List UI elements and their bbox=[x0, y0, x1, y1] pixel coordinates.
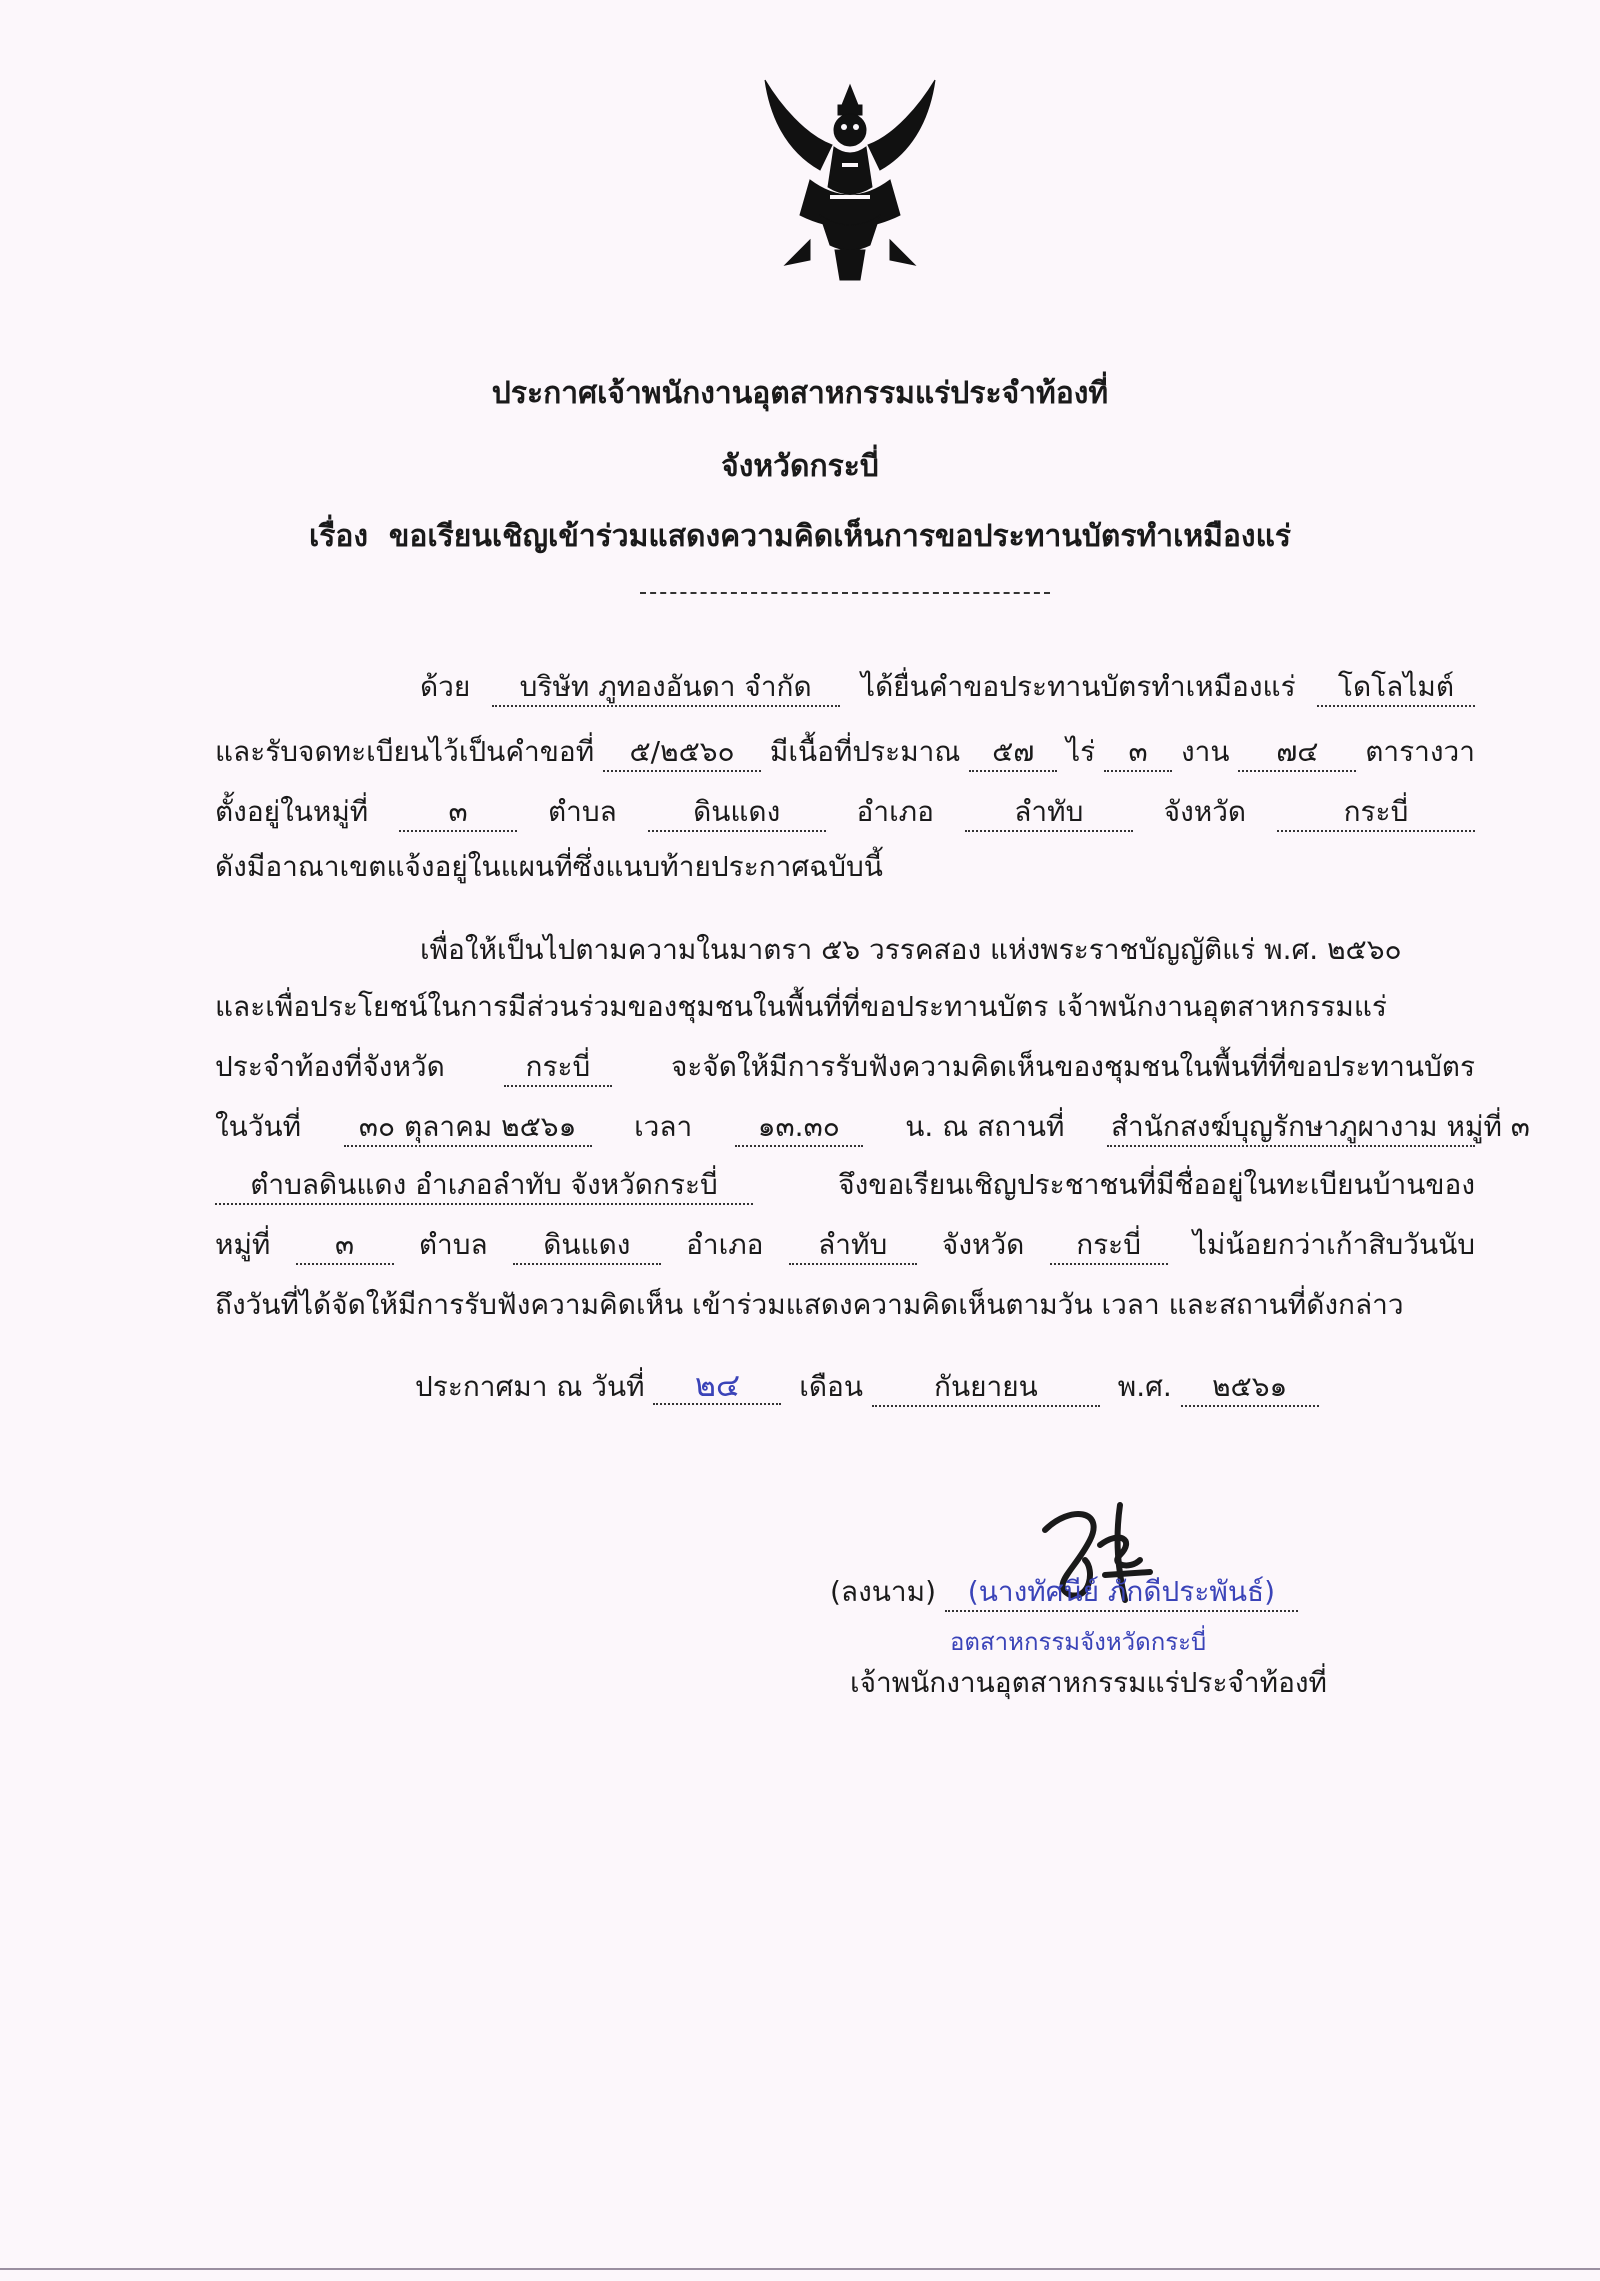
para2-line7: ถึงวันที่ได้จัดให้มีการรับฟังความคิดเห็น เข้าร่วมแสดงความคิดเห็นตามวัน เวลา และสถานที่ดังกล่าว bbox=[215, 1288, 1404, 1321]
announce-day-field: ๒๔ bbox=[653, 1367, 781, 1405]
request-no-field: ๕/๒๕๖๐ bbox=[603, 734, 761, 772]
para2-line2: และเพื่อประโยชน์ในการมีส่วนร่วมของชุมชนในพื้นที่ที่ขอประทานบัตร เจ้าพนักงานอุตสาหกรรมแร่ bbox=[215, 990, 1387, 1023]
para1-line2: และรับจดทะเบียนไว้เป็นคำขอที่ ๕/๒๕๖๐ มีเนื้อที่ประมาณ ๕๗ ไร่ ๓ งาน ๗๔ ตารางวา bbox=[215, 730, 1475, 774]
para1-line3: ตั้งอยู่ในหมู่ที่ ๓ ตำบล ดินแดง อำเภอ ลำทับ จังหวัด กระบี่ bbox=[215, 790, 1475, 834]
hearing-moo-field: ๓ bbox=[296, 1227, 394, 1265]
hearing-tambon-field: ดินแดง bbox=[513, 1227, 661, 1265]
para1-line4: ดังมีอาณาเขตแจ้งอยู่ในแผนที่ซึ่งแนบท้ายประกาศฉบับนี้ bbox=[215, 850, 883, 883]
mineral-field: โดโลไมต์ bbox=[1317, 669, 1475, 707]
moo-field: ๓ bbox=[399, 794, 517, 832]
title-divider bbox=[640, 592, 1050, 594]
page-bottom-edge bbox=[0, 2268, 1600, 2270]
amphoe-field: ลำทับ bbox=[965, 794, 1133, 832]
rai-field: ๕๗ bbox=[969, 734, 1057, 772]
signer-name-field: (นางทัศนีย์ ภักดีประพันธ์) bbox=[945, 1574, 1298, 1612]
garuda-emblem-icon bbox=[750, 75, 950, 290]
announcement-title: ประกาศเจ้าพนักงานอุตสาหกรรมแร่ประจำท้องที่ bbox=[491, 376, 1109, 411]
signature-block bbox=[830, 1570, 1390, 1705]
hearing-amphoe-field: ลำทับ bbox=[789, 1227, 917, 1265]
hearing-date-field: ๓๐ ตุลาคม ๒๕๖๑ bbox=[344, 1109, 592, 1147]
para2-line6: หมู่ที่ ๓ ตำบล ดินแดง อำเภอ ลำทับ จังหวัด กระบี่ ไม่น้อยกว่าเก้าสิบวันนับ bbox=[215, 1223, 1475, 1267]
para2-line5: ตำบลดินแดง อำเภอลำทับ จังหวัดกระบี่ จึงขอเรียนเชิญประชาชนที่มีชื่ออยู่ในทะเบียนบ้านของ bbox=[215, 1163, 1475, 1207]
para2-line1: เพื่อให้เป็นไปตามความในมาตรา ๕๖ วรรคสอง แห่งพระราชบัญญัติแร่ พ.ศ. ๒๕๖๐ bbox=[420, 933, 1402, 966]
signature-line: (ลงนาม) (นางทัศนีย์ ภักดีประพันธ์) bbox=[830, 1570, 1390, 1614]
wa-field: ๗๔ bbox=[1238, 734, 1356, 772]
changwat-field: กระบี่ bbox=[1277, 794, 1475, 832]
subject-label: เรื่อง bbox=[308, 519, 369, 554]
hearing-place-field: สำนักสงฆ์บุญรักษาภูผางาม หมู่ที่ ๓ bbox=[1107, 1109, 1475, 1147]
hearing-changwat-field: กระบี่ bbox=[1050, 1227, 1168, 1265]
hearing-province-field: กระบี่ bbox=[504, 1049, 612, 1087]
hearing-time-field: ๑๓.๓๐ bbox=[735, 1109, 863, 1147]
para2-line3: ประจำท้องที่จังหวัด กระบี่ จะจัดให้มีการรับฟังความคิดเห็นของชุมชนในพื้นที่ที่ขอประทานบัตร bbox=[215, 1045, 1475, 1089]
para2-line4: ในวันที่ ๓๐ ตุลาคม ๒๕๖๑ เวลา ๑๓.๓๐ น. ณ สถานที่ สำนักสงฆ์บุญรักษาภูผางาม หมู่ที่ ๓ bbox=[215, 1105, 1475, 1149]
company-field: บริษัท ภูทองอันดา จำกัด bbox=[492, 669, 840, 707]
subject-text: ขอเรียนเชิญเข้าร่วมแสดงความคิดเห็นการขอประทานบัตรทำเหมืองแร่ bbox=[388, 519, 1292, 554]
para1-line1: ด้วย บริษัท ภูทองอันดา จำกัด ได้ยื่นคำขอประทานบัตรทำเหมืองแร่ โดโลไมต์ bbox=[420, 665, 1475, 709]
hearing-place-cont-field: ตำบลดินแดง อำเภอลำทับ จังหวัดกระบี่ bbox=[215, 1167, 753, 1205]
announce-year-field: ๒๕๖๑ bbox=[1181, 1369, 1319, 1407]
tambon-field: ดินแดง bbox=[648, 794, 826, 832]
announce-month-field: กันยายน bbox=[872, 1369, 1100, 1407]
signer-position: เจ้าพนักงานอุตสาหกรรมแร่ประจำท้องที่ bbox=[850, 1666, 1328, 1699]
announcement-subject bbox=[0, 513, 1600, 560]
signer-position-handwritten: อตสาหกรรมจังหวัดกระบี่ bbox=[950, 1628, 1207, 1656]
announce-date-line: ประกาศมา ณ วันที่ ๒๔ เดือน กันยายน พ.ศ. ๒๕๖๑ bbox=[415, 1365, 1365, 1409]
announcement-province: จังหวัดกระบี่ bbox=[721, 449, 879, 484]
ngan-field: ๓ bbox=[1104, 734, 1172, 772]
